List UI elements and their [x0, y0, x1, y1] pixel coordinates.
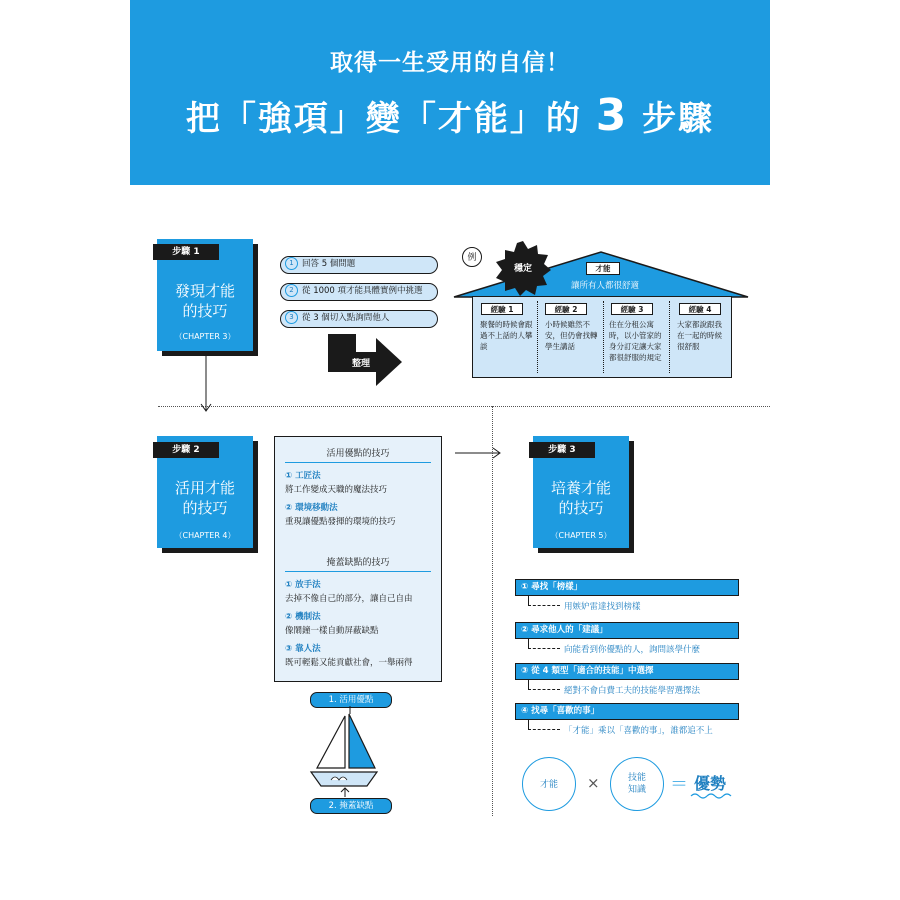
exp2-tag: 經驗 2 [545, 303, 587, 315]
cover-1-title: ① 放手法 [285, 580, 321, 590]
step1-item-3 [280, 310, 438, 328]
header-line1: 取得一生受用的自信！ [330, 50, 570, 76]
cover-3-title: ③ 靠人法 [285, 644, 321, 654]
header-line2-a: 把「強項」變「才能」的 [185, 99, 582, 139]
step1-chapter: （CHAPTER 3） [174, 332, 236, 341]
boat-top-label: 1. 活用優點 [310, 692, 392, 708]
organize-label: 整理 [352, 359, 371, 369]
cover-3-desc: 既可輕鬆又能貢獻社會，一舉兩得 [285, 658, 413, 668]
use-1-desc: 將工作變成天職的魔法技巧 [285, 485, 388, 495]
step1-item-3-text: 從 3 個切入點詢問他人 [302, 313, 390, 323]
cover-2-title: ② 機制法 [285, 612, 321, 622]
step3-item-4-connector [528, 720, 560, 730]
formula-skill-l1: 技能 [627, 773, 646, 783]
step3-chapter: （CHAPTER 5） [550, 531, 612, 540]
section-divider [158, 406, 770, 407]
header-banner [130, 0, 770, 185]
house-body [472, 296, 732, 378]
step1-item-1-text: 回答 5 個問題 [302, 259, 356, 269]
step1-item-1-num: 1 [285, 257, 298, 270]
sailboat-icon [305, 706, 385, 798]
exp3-tag: 經驗 3 [611, 303, 653, 315]
step3-item-1-connector [528, 596, 560, 606]
header-line2 [130, 90, 770, 141]
exp4-text: 大家都說跟我在一起的時候很舒服 [677, 320, 722, 351]
exp1-tag: 經驗 1 [481, 303, 523, 315]
use-1-title: ① 工匠法 [285, 471, 321, 481]
panel-line-1 [285, 462, 431, 463]
stable-badge-text: 穩定 [513, 264, 532, 274]
cover-1-desc: 去掉不像自己的部分，讓自己自由 [285, 594, 413, 604]
step2-chapter: （CHAPTER 4） [174, 531, 236, 540]
step3-title-l2: 的技巧 [558, 499, 604, 517]
step3-item-3-sub: 絕對不會白費工夫的技能學習選擇法 [564, 686, 701, 696]
use-2-desc: 重現讓優點發揮的環境的技巧 [285, 517, 396, 527]
exp2-text: 小時候雖然不安，但仍會找轉學生講話 [545, 320, 598, 351]
step3-title-l1: 培養才能 [550, 479, 611, 497]
panel-head-cover: 掩蓋缺點的技巧 [326, 558, 390, 568]
step1-item-2-num: 2 [285, 284, 298, 297]
step1-tag: 步驟 1 [153, 244, 219, 260]
roof-tag: 才能 [586, 262, 620, 275]
exp4-tag: 經驗 4 [679, 303, 721, 315]
roof-text: 讓所有人都很舒適 [570, 281, 639, 291]
step1-item-3-num: 3 [285, 311, 298, 324]
step1-item-2 [280, 283, 438, 301]
formula-skill-l2: 知識 [627, 785, 646, 795]
step3-item-3-connector [528, 680, 560, 690]
step3-item-4-head: ④ 找尋「喜歡的事」 [515, 703, 739, 720]
boat-bottom-label: 2. 掩蓋缺點 [310, 798, 392, 814]
header-line2-b: 步驟 [642, 99, 715, 139]
step2-panel [274, 436, 442, 682]
step3-item-3-head: ③ 從 4 類型「適合的技能」中選擇 [515, 663, 739, 680]
right-arrow-icon [455, 447, 503, 459]
step3-item-2-head: ② 尋求他人的「建議」 [515, 622, 739, 639]
use-2-title: ② 環境移動法 [285, 503, 338, 513]
step3-item-1-head: ① 尋找「榜樣」 [515, 579, 739, 596]
formula-talent-circle: 才能 [522, 757, 576, 811]
step1-item-2-text: 從 1000 項才能具體實例中挑選 [302, 286, 423, 296]
example-label: 例 [462, 247, 482, 267]
exp3-text: 住在分租公寓時，以小管家的身分訂定讓大家都很舒服的規定 [609, 320, 662, 362]
step1-title-l1: 發現才能 [174, 282, 235, 300]
step1-title-l2: 的技巧 [182, 302, 228, 320]
step2-tag: 步驟 2 [153, 442, 219, 458]
step3-item-2-connector [528, 639, 560, 649]
formula-skill-circle [610, 757, 664, 811]
step2-title-l1: 活用才能 [174, 479, 235, 497]
wave-underline-icon [690, 792, 736, 800]
step3-item-2-sub: 向能看到你優點的人，詢問該學什麼 [564, 645, 701, 655]
formula-result: 優勢 [694, 774, 727, 793]
step1-item-1 [280, 256, 438, 274]
exp1-text: 聚餐的時候會跟過不上話的人攀談 [480, 320, 533, 351]
column-divider [492, 406, 493, 816]
step3-item-4-sub: 「才能」乘以「喜歡的事」，誰都追不上 [564, 726, 713, 736]
step3-tag: 步驟 3 [529, 442, 595, 458]
cover-2-desc: 像鬧鐘一樣自動屏蔽缺點 [285, 626, 379, 636]
down-arrow-icon [198, 352, 214, 414]
header-line2-num: 3 [595, 90, 629, 141]
step2-title-l2: 的技巧 [182, 499, 228, 517]
step3-item-1-sub: 用嫉妒雷達找到榜樣 [564, 602, 641, 612]
formula-times: × [587, 774, 600, 792]
panel-head-use: 活用優點的技巧 [326, 449, 390, 459]
formula-equals: ＝ [670, 774, 688, 795]
panel-line-2 [285, 571, 431, 572]
